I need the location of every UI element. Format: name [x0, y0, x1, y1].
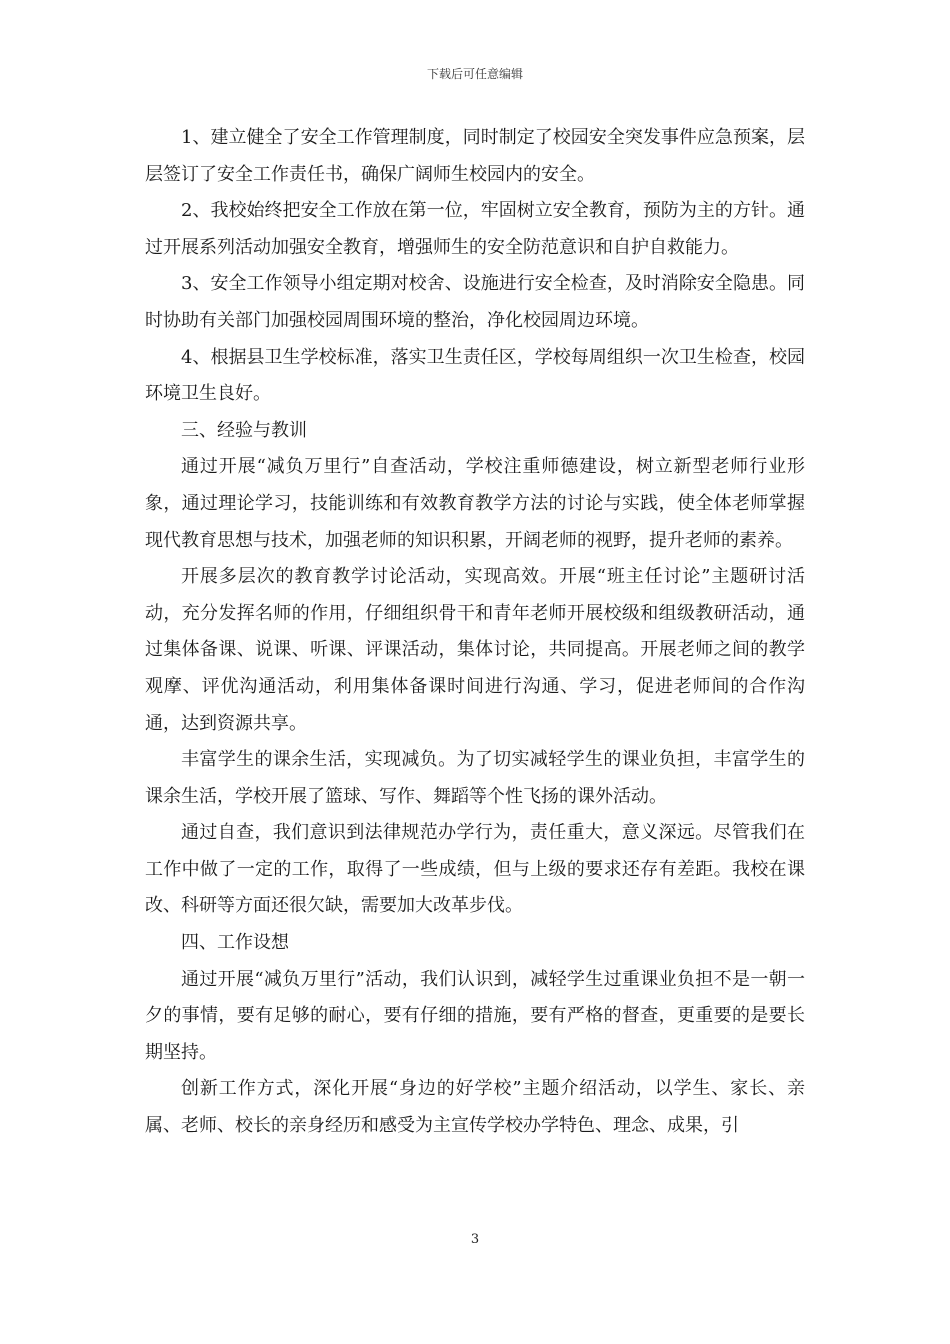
- section-heading-experience: 三、经验与教训: [181, 419, 307, 441]
- paragraph-student-life: 丰富学生的课余生活，实现减负。为了切实减轻学生的课业负担，丰富学生的课余生活，学校开展了篮球、写作、舞蹈等个性飞扬的课外活动。: [145, 749, 805, 807]
- page-header: 下载后可任意编辑: [426, 67, 523, 81]
- paragraph-innovation: 创新工作方式，深化开展“身边的好学校”主题介绍活动，以学生、家长、亲属、老师、校长的亲身经历和感受为主宣传学校办学特色、理念、成果，引: [145, 1078, 805, 1137]
- paragraph-burden-reduction: 通过开展“减负万里行”活动，我们认识到，减轻学生过重课业负担不是一朝一夕的事情，要有足够的耐心，要有仔细的措施，要有严格的督查，更重要的是要长期坚持。: [145, 968, 805, 1063]
- paragraph-safety-inspection: 3、安全工作领导小组定期对校舍、设施进行安全检查，及时消除安全隐患。同时协助有关部门加强校园周围环境的整治，净化校园周边环境。: [145, 273, 805, 331]
- paragraph-hygiene: 4、根据县卫生学校标准，落实卫生责任区，学校每周组织一次卫生检查，校园环境卫生良好。: [145, 346, 805, 405]
- paragraph-teaching-research: 开展多层次的教育教学讨论活动，实现高效。开展“班主任讨论”主题研讨活动，充分发挥名师的作用，仔细组织骨干和青年老师开展校级和组级教研活动，通过集体备课、说课、听课、评课活动，集体讨论，共同提高。开展老师之间的教学观摩、评优沟通活动，利用集体备课时间进行沟通、学习，促进老师间的合作沟通，达到资源共享。: [145, 566, 805, 734]
- paragraph-self-check: 通过自查，我们意识到法律规范办学行为，责任重大，意义深远。尽管我们在工作中做了一定的工作，取得了一些成绩，但与上级的要求还存有差距。我校在课改、科研等方面还很欠缺，需要加大改革步伐。: [145, 822, 805, 917]
- paragraph-teacher-ethics: 通过开展“减负万里行”自查活动，学校注重师德建设，树立新型老师行业形象，通过理论学习，技能训练和有效教育教学方法的讨论与实践，使全体老师掌握现代教育思想与技术，加强老师的知识积累，开阔老师的视野，提升老师的素养。: [145, 456, 805, 551]
- paragraph-safety-system: 1、建立健全了安全工作管理制度，同时制定了校园安全突发事件应急预案，层层签订了安全工作责任书，确保广阔师生校园内的安全。: [145, 127, 805, 185]
- document-body: [145, 120, 805, 1145]
- paragraph-safety-priority: 2、我校始终把安全工作放在第一位，牢固树立安全教育，预防为主的方针。通过开展系列活动加强安全教育，增强师生的安全防范意识和自护自救能力。: [145, 200, 805, 258]
- page-number: 3: [470, 1232, 480, 1247]
- section-heading-plans: 四、工作设想: [181, 932, 289, 954]
